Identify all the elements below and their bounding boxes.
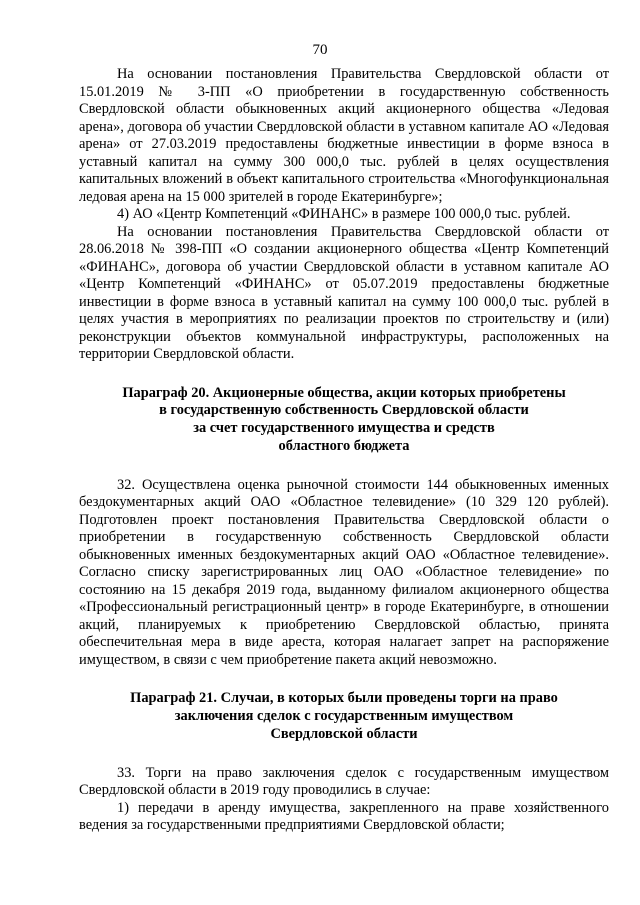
document-body <box>79 66 609 835</box>
paragraph-32: 32. Осуществлена оценка рыночной стоимости 144 обыкновенных именных бездокументарных акций ОАО «Областное телевидение» (10 329 120 рублей). Подготовлен проект постановления Правительства Свердловской области о приобретении в государственную собственность Свердловской области обыкновенных именных бездокументарных акций ОАО «Областное телевидение». Согласно списку зарегистрированных лиц ОАО «Областное телевидение» по состоянию на 15 декабря 2019 года, выданному филиалом акционерного общества «Профессиональный регистрационный центр» в городе Екатеринбурге, в отношении акций, планируемых к приобретению Свердловской областью, принята обеспечительная мера в виде ареста, которая налагает запрет на распоряжение имуществом, в связи с чем приобретение пакета акций невозможно. <box>79 476 609 668</box>
paragraph-finans: На основании постановления Правительства Свердловской области от 28.06.2018 № 398-ПП «О создании акционерного общества «Центр Компетенций «ФИНАНС», договора об участии Свердловской области в уставном капитале АО «Центр Компетенций «ФИНАНС» от 05.07.2019 предоставлены бюджетные инвестиции в форме взноса в уставный капитал на сумму 100 000,0 тыс. рублей в целях участия в мероприятиях по реализации проектов по строительству и (или) реконструкции объектов коммунальной инфраструктуры, расположенных на территории Свердловской области. <box>79 223 609 362</box>
paragraph-ledovaya-arena: На основании постановления Правительства Свердловской области от 15.01.2019 № 3-ПП «О приобретении в государственную собственность Свердловской области обыкновенных акций акционерного общества «Ледовая арена», договора об участии Свердловской области в уставном капитале АО «Ледовая арена» от 27.03.2019 предоставлены бюджетные инвестиции в форме взноса в уставный капитал на сумму 300 000,0 тыс. рублей в целях осуществления капитальных вложений в объект капитального строительства «Многофункциональная ледовая арена на 15 000 зрителей в городе Екатеринбурге»; <box>79 66 609 205</box>
section-heading-paragraph-21 <box>79 690 609 743</box>
heading-line: за счет государственного имущества и средств <box>193 420 495 437</box>
heading-line: Параграф 21. Случаи, в которых были проведены торги на право <box>130 690 558 707</box>
paragraph-33-item-1: 1) передачи в аренду имущества, закрепленного на праве хозяйственного ведения за государственными предприятиями Свердловской области; <box>79 799 609 834</box>
section-heading-paragraph-20 <box>79 385 609 456</box>
heading-line: Параграф 20. Акционерные общества, акции которых приобретены <box>122 384 566 401</box>
heading-line: Свердловской области <box>270 725 418 742</box>
page-number: 70 <box>312 42 328 58</box>
paragraph-33: 33. Торги на право заключения сделок с государственным имуществом Свердловской области в 2019 году проводились в случае: <box>79 764 609 799</box>
heading-line: в государственную собственность Свердловской области <box>159 402 529 419</box>
paragraph-item-4: 4) АО «Центр Компетенций «ФИНАНС» в размере 100 000,0 тыс. рублей. <box>117 206 571 222</box>
heading-line: областного бюджета <box>278 437 410 454</box>
heading-line: заключения сделок с государственным имуществом <box>174 707 514 724</box>
